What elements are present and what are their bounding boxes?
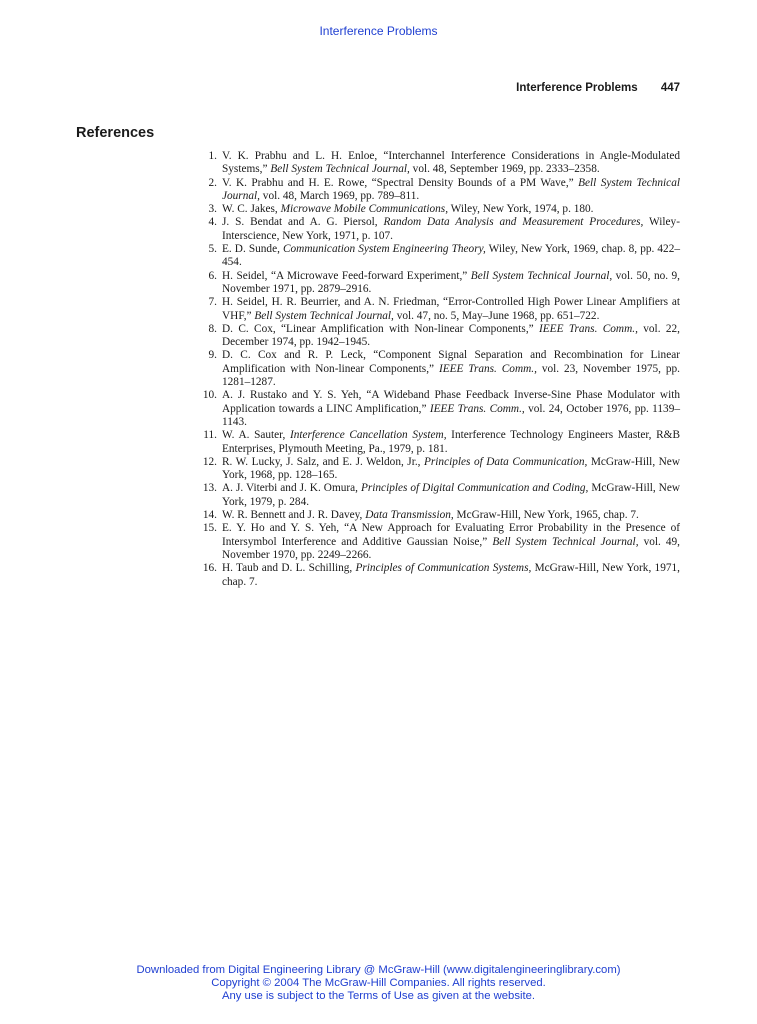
reference-segment: Wiley, New York, 1974, p. 180. (448, 203, 594, 216)
reference-number: 11. (203, 429, 217, 442)
reference-number: 8. (208, 322, 217, 335)
reference-source-title: Communication System Engineering Theory, (283, 243, 486, 256)
reference-text (222, 509, 639, 521)
reference-item (208, 150, 680, 177)
reference-source-title: Random Data Analysis and Measurement Procedures, (383, 216, 644, 229)
reference-text (222, 323, 680, 348)
reference-source-title: Principles of Data Communication, (424, 455, 588, 468)
reference-segment: McGraw-Hill, New York, 1965, chap. 7. (453, 509, 639, 522)
reference-number: 14. (202, 509, 217, 522)
reference-segment: H. Taub and D. L. Schilling, (222, 562, 356, 575)
reference-segment: A. J. Rustako and Y. S. Yeh, “A Wideband Phase Feedback Inverse-Sine Phase Modulator with Application towards a LINC Amplification,” (222, 389, 680, 415)
footer-copyright: Copyright © 2004 The McGraw-Hill Companies. All rights reserved. (211, 977, 546, 989)
reference-segment: V. K. Prabhu and H. E. Rowe, “Spectral Density Bounds of a PM Wave,” (222, 176, 579, 189)
reference-text (222, 296, 680, 321)
reference-item (208, 322, 680, 350)
reference-segment: A. J. Viterbi and J. K. Omura, (222, 482, 361, 495)
reference-item (208, 349, 680, 389)
reference-text (222, 150, 680, 175)
reference-text (222, 243, 680, 268)
reference-number: 12. (202, 455, 217, 468)
reference-list (202, 150, 681, 589)
reference-item (202, 455, 680, 483)
reference-text (222, 270, 680, 295)
reference-segment: V. K. Prabhu and L. H. Enloe, “Interchannel Interference Considerations in Angle-Modulated Systems,” (222, 150, 680, 176)
reference-segment: E. D. Sunde, (222, 243, 283, 256)
reference-segment: vol. 50, no. 9, November 1971, pp. 2879–2916. (222, 269, 680, 295)
reference-item (208, 176, 680, 204)
reference-number: 4. (208, 216, 217, 229)
reference-source-title: Interference Cancellation System, (289, 429, 447, 442)
reference-segment: D. C. Cox, “Linear Amplification with Non-linear Components,” (222, 322, 540, 335)
reference-source-title: Data Transmission, (365, 509, 454, 522)
reference-segment: D. C. Cox and R. P. Leck, “Component Signal Separation and Recombination for Linear Amplification with Non-linear Components,” (222, 349, 680, 375)
reference-item (202, 509, 680, 522)
reference-segment: vol. 24, October 1976, pp. 1139–1143. (222, 402, 681, 428)
reference-number: 15. (202, 522, 217, 535)
reference-item (208, 216, 680, 243)
reference-segment: W. C. Jakes, (222, 203, 281, 216)
reference-text (222, 349, 680, 388)
reference-segment: E. Y. Ho and Y. S. Yeh, “A New Approach for Evaluating Error Probability in the Presence of Intersymbol Interference and Additive Gaussian Noise,” (222, 522, 680, 548)
reference-text (222, 562, 680, 587)
reference-source-title: Bell System Technical Journal, (492, 535, 639, 548)
reference-source-title: Microwave Mobile Communications, (280, 203, 449, 216)
reference-segment: R. W. Lucky, J. Salz, and E. J. Weldon, Jr., (222, 455, 424, 468)
reference-item (202, 482, 681, 509)
running-head-title: Interference Problems (516, 82, 638, 94)
reference-source-title: Bell System Technical Journal, (254, 309, 394, 322)
reference-segment: vol. 48, March 1969, pp. 789–811. (259, 189, 420, 202)
reference-source-title: IEEE Trans. Comm., (429, 402, 525, 415)
reference-number: 13. (202, 482, 217, 495)
reference-segment: vol. 23, November 1975, pp. 1281–1287. (222, 362, 680, 389)
running-head (516, 82, 680, 94)
reference-item (203, 429, 680, 456)
reference-number: 3. (208, 203, 217, 216)
reference-source-title: Bell System Technical Journal, (270, 163, 410, 176)
reference-text (222, 216, 680, 241)
reference-segment: McGraw-Hill, New York, 1979, p. 284. (222, 482, 681, 508)
reference-segment: Wiley-Interscience, New York, 1971, p. 107. (222, 216, 680, 242)
reference-segment: vol. 48, September 1969, pp. 2333–2358. (409, 163, 600, 176)
footer (0, 964, 757, 1003)
reference-item (202, 562, 680, 589)
reference-number: 2. (208, 176, 217, 189)
reference-item (202, 522, 681, 562)
reference-number: 10. (202, 389, 217, 402)
reference-segment: H. Seidel, H. R. Beurrier, and A. N. Friedman, “Error-Controlled High Power Linear Amplifiers at VHF,” (222, 296, 680, 322)
reference-segment: McGraw-Hill, New York, 1971, chap. 7. (222, 562, 680, 588)
reference-text (222, 203, 594, 215)
reference-segment: vol. 47, no. 5, May–June 1968, pp. 651–722. (393, 309, 600, 322)
reference-segment: J. S. Bendat and A. G. Piersol, (222, 216, 384, 229)
reference-item (208, 269, 680, 297)
reference-item (208, 243, 680, 270)
reference-number: 6. (208, 269, 217, 282)
reference-source-title: Bell System Technical Journal, (470, 269, 613, 282)
reference-number: 7. (208, 296, 217, 309)
reference-number: 16. (202, 562, 217, 575)
reference-number: 1. (208, 150, 217, 162)
reference-text (222, 522, 680, 561)
reference-item (202, 389, 681, 429)
reference-segment: vol. 22, December 1974, pp. 1942–1945. (222, 322, 680, 349)
footer-terms-link[interactable]: Any use is subject to the Terms of Use as given at the website. (221, 990, 536, 1002)
reference-segment: vol. 49, November 1970, pp. 2249–2266. (222, 535, 681, 561)
section-title: References (76, 125, 155, 141)
reference-source-title: Principles of Digital Communication and Coding, (360, 482, 589, 495)
reference-segment: Interference Technology Engineers Master, R&B Enterprises, Plymouth Meeting, Pa., 1979, p. 181. (222, 429, 680, 455)
reference-text (222, 177, 680, 202)
reference-segment: W. A. Sauter, (222, 429, 290, 442)
reference-item (208, 296, 680, 323)
reference-number: 9. (208, 349, 217, 362)
reference-text (222, 456, 680, 481)
reference-source-title: Bell System Technical Journal, (222, 176, 680, 202)
reference-text (222, 482, 680, 507)
footer-download-link[interactable]: Downloaded from Digital Engineering Library @ McGraw-Hill (www.digitalengineeringlibrary.com) (136, 964, 621, 976)
reference-number: 5. (208, 243, 217, 256)
reference-segment: W. R. Bennett and J. R. Davey, (222, 509, 366, 522)
reference-text (222, 429, 680, 454)
reference-segment: McGraw-Hill, New York, 1968, pp. 128–165. (222, 455, 680, 482)
reference-source-title: IEEE Trans. Comm., (438, 362, 537, 375)
reference-segment: H. Seidel, “A Microwave Feed-forward Experiment,” (222, 269, 471, 282)
reference-source-title: Principles of Communication Systems, (355, 562, 532, 575)
reference-text (222, 389, 680, 428)
reference-segment: Wiley, New York, 1969, chap. 8, pp. 422–454. (222, 243, 680, 269)
reference-source-title: IEEE Trans. Comm., (539, 322, 638, 335)
reference-item (208, 203, 680, 216)
page-number: 447 (660, 82, 680, 94)
top-chapter-link[interactable]: Interference Problems (319, 24, 438, 38)
